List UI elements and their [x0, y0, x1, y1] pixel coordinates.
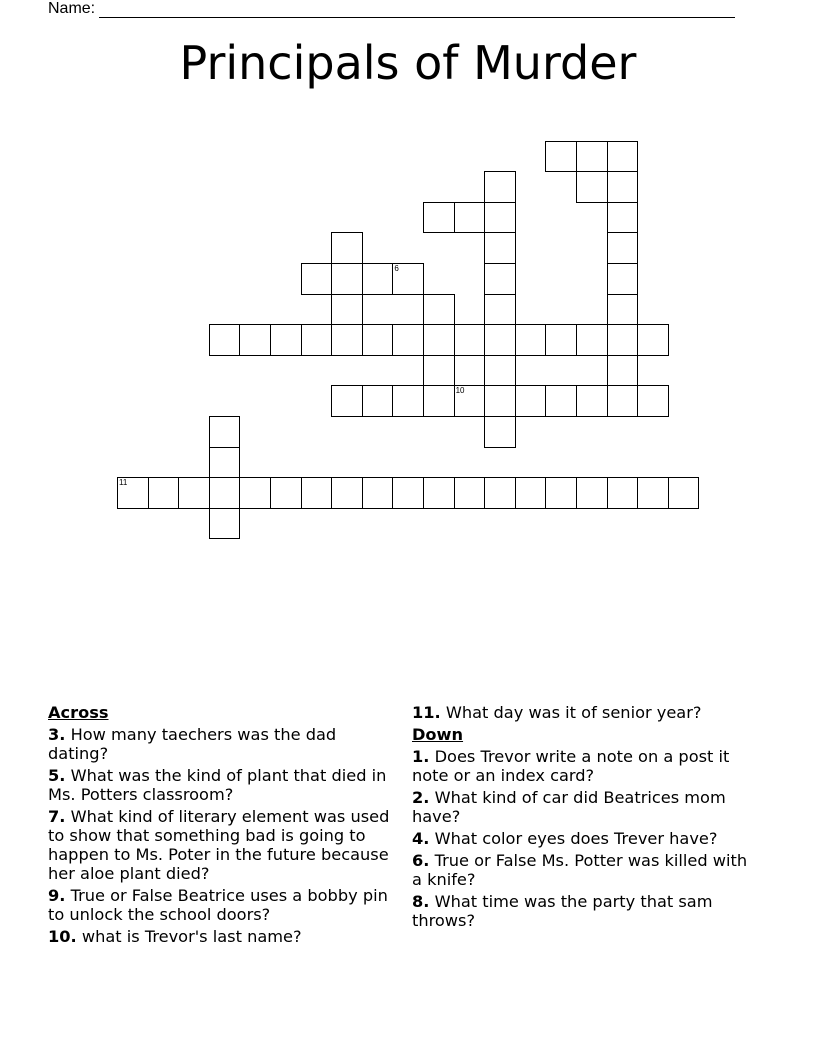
grid-cell[interactable] — [423, 477, 455, 509]
grid-cell[interactable] — [484, 263, 516, 295]
across-clue-3 — [48, 725, 393, 763]
grid-cell[interactable] — [607, 355, 639, 387]
clue-number: 5. — [48, 766, 66, 785]
across-clue-11 — [412, 703, 757, 722]
grid-cell[interactable] — [454, 477, 486, 509]
grid-cell[interactable] — [576, 171, 608, 203]
grid-cell[interactable] — [117, 477, 149, 509]
across-heading: Across — [48, 703, 109, 722]
grid-cell[interactable] — [362, 324, 394, 356]
down-clue-6 — [412, 851, 757, 889]
clue-text: How many taechers was the dad dating? — [48, 725, 337, 763]
across-clue-9 — [48, 886, 393, 924]
grid-cell[interactable] — [454, 202, 486, 234]
grid-cell[interactable] — [209, 416, 241, 448]
grid-cell[interactable] — [423, 324, 455, 356]
grid-cell[interactable] — [484, 202, 516, 234]
grid-cell[interactable] — [392, 477, 424, 509]
grid-cell[interactable] — [423, 385, 455, 417]
grid-cell[interactable] — [148, 477, 180, 509]
grid-cell[interactable] — [392, 385, 424, 417]
grid-cell[interactable] — [545, 324, 577, 356]
grid-cell[interactable] — [270, 477, 302, 509]
clues-column-right — [412, 703, 757, 933]
grid-cell[interactable] — [423, 355, 455, 387]
grid-cell[interactable] — [454, 324, 486, 356]
grid-cell[interactable] — [239, 324, 271, 356]
clue-text: What was the kind of plant that died in Ms. Potters classroom? — [48, 766, 387, 804]
grid-cell[interactable] — [362, 385, 394, 417]
grid-cell[interactable] — [331, 263, 363, 295]
down-heading: Down — [412, 725, 464, 744]
grid-cell[interactable] — [392, 263, 424, 295]
clue-text: True or False Beatrice uses a bobby pin to unlock the school doors? — [48, 886, 388, 924]
grid-cell[interactable] — [576, 324, 608, 356]
grid-cell[interactable] — [545, 385, 577, 417]
grid-cell[interactable] — [484, 294, 516, 326]
grid-cell[interactable] — [301, 477, 333, 509]
grid-cell[interactable] — [607, 263, 639, 295]
down-clue-2 — [412, 788, 757, 826]
grid-cell[interactable] — [637, 324, 669, 356]
grid-cell[interactable] — [545, 477, 577, 509]
grid-cell[interactable] — [331, 477, 363, 509]
grid-cell[interactable] — [239, 477, 271, 509]
grid-cell[interactable] — [607, 141, 639, 173]
clue-number: 9. — [48, 886, 66, 905]
grid-cell[interactable] — [607, 232, 639, 264]
clue-text: What kind of literary element was used to show that something bad is going to happen to Ms. Poter in the future because her aloe plant died? — [48, 807, 390, 883]
grid-cell[interactable] — [576, 385, 608, 417]
grid-cell[interactable] — [515, 324, 547, 356]
grid-cell[interactable] — [301, 324, 333, 356]
grid-cell[interactable] — [392, 324, 424, 356]
clue-text: True or False Ms. Potter was killed with a knife? — [412, 851, 748, 889]
puzzle-title: Principals of Murder — [179, 36, 637, 90]
grid-cell[interactable] — [484, 477, 516, 509]
clue-number: 11. — [412, 703, 441, 722]
grid-cell[interactable] — [331, 324, 363, 356]
clue-text: what is Trevor's last name? — [81, 927, 302, 946]
across-clue-10 — [48, 927, 393, 946]
grid-cell[interactable] — [515, 385, 547, 417]
across-clue-5 — [48, 766, 393, 804]
grid-cell[interactable] — [484, 171, 516, 203]
grid-cell[interactable] — [454, 385, 486, 417]
grid-cell[interactable] — [331, 385, 363, 417]
clue-number: 6. — [412, 851, 430, 870]
grid-cell[interactable] — [545, 141, 577, 173]
grid-cell[interactable] — [362, 477, 394, 509]
grid-cell[interactable] — [270, 324, 302, 356]
grid-cell[interactable] — [209, 324, 241, 356]
grid-cell[interactable] — [484, 355, 516, 387]
down-clue-4 — [412, 829, 757, 848]
grid-cell[interactable] — [607, 477, 639, 509]
grid-cell[interactable] — [576, 477, 608, 509]
clue-number: 8. — [412, 892, 430, 911]
grid-cell[interactable] — [362, 263, 394, 295]
grid-cell[interactable] — [668, 477, 700, 509]
grid-cell[interactable] — [515, 477, 547, 509]
down-clue-8 — [412, 892, 757, 930]
clue-text: What time was the party that sam throws? — [412, 892, 713, 930]
clue-number: 1. — [412, 747, 430, 766]
grid-cell[interactable] — [423, 202, 455, 234]
clue-number: 10. — [48, 927, 77, 946]
clue-text: What day was it of senior year? — [445, 703, 702, 722]
grid-cell[interactable] — [607, 171, 639, 203]
grid-cell[interactable] — [209, 477, 241, 509]
clue-number: 3. — [48, 725, 66, 744]
grid-cell[interactable] — [209, 447, 241, 479]
across-clue-7 — [48, 807, 393, 883]
grid-cell[interactable] — [301, 263, 333, 295]
grid-cell[interactable] — [607, 202, 639, 234]
name-label: Name: — [48, 0, 96, 17]
grid-cell[interactable] — [637, 385, 669, 417]
clue-text: Does Trevor write a note on a post it note or an index card? — [412, 747, 730, 785]
grid-cell[interactable] — [423, 294, 455, 326]
grid-cell[interactable] — [484, 324, 516, 356]
clue-number-label: 10 — [455, 386, 465, 396]
clue-number-label: 6 — [394, 264, 399, 273]
grid-cell[interactable] — [178, 477, 210, 509]
clue-number: 4. — [412, 829, 430, 848]
grid-cell[interactable] — [331, 294, 363, 326]
clue-text: What color eyes does Trever have? — [434, 829, 718, 848]
clue-text: What kind of car did Beatrices mom have? — [412, 788, 726, 826]
clues-column-left — [48, 703, 393, 949]
grid-cell[interactable] — [607, 324, 639, 356]
clue-number-label: 11 — [119, 478, 128, 488]
grid-cell[interactable] — [637, 477, 669, 509]
clue-number: 2. — [412, 788, 430, 807]
grid-cell[interactable] — [607, 294, 639, 326]
clue-number: 7. — [48, 807, 66, 826]
grid-cell[interactable] — [607, 385, 639, 417]
grid-cell[interactable] — [576, 141, 608, 173]
down-clue-1 — [412, 747, 757, 785]
grid-cell[interactable] — [484, 385, 516, 417]
grid-cell[interactable] — [484, 416, 516, 448]
grid-cell[interactable] — [484, 232, 516, 264]
grid-cell[interactable] — [331, 232, 363, 264]
grid-cell[interactable] — [209, 508, 241, 540]
